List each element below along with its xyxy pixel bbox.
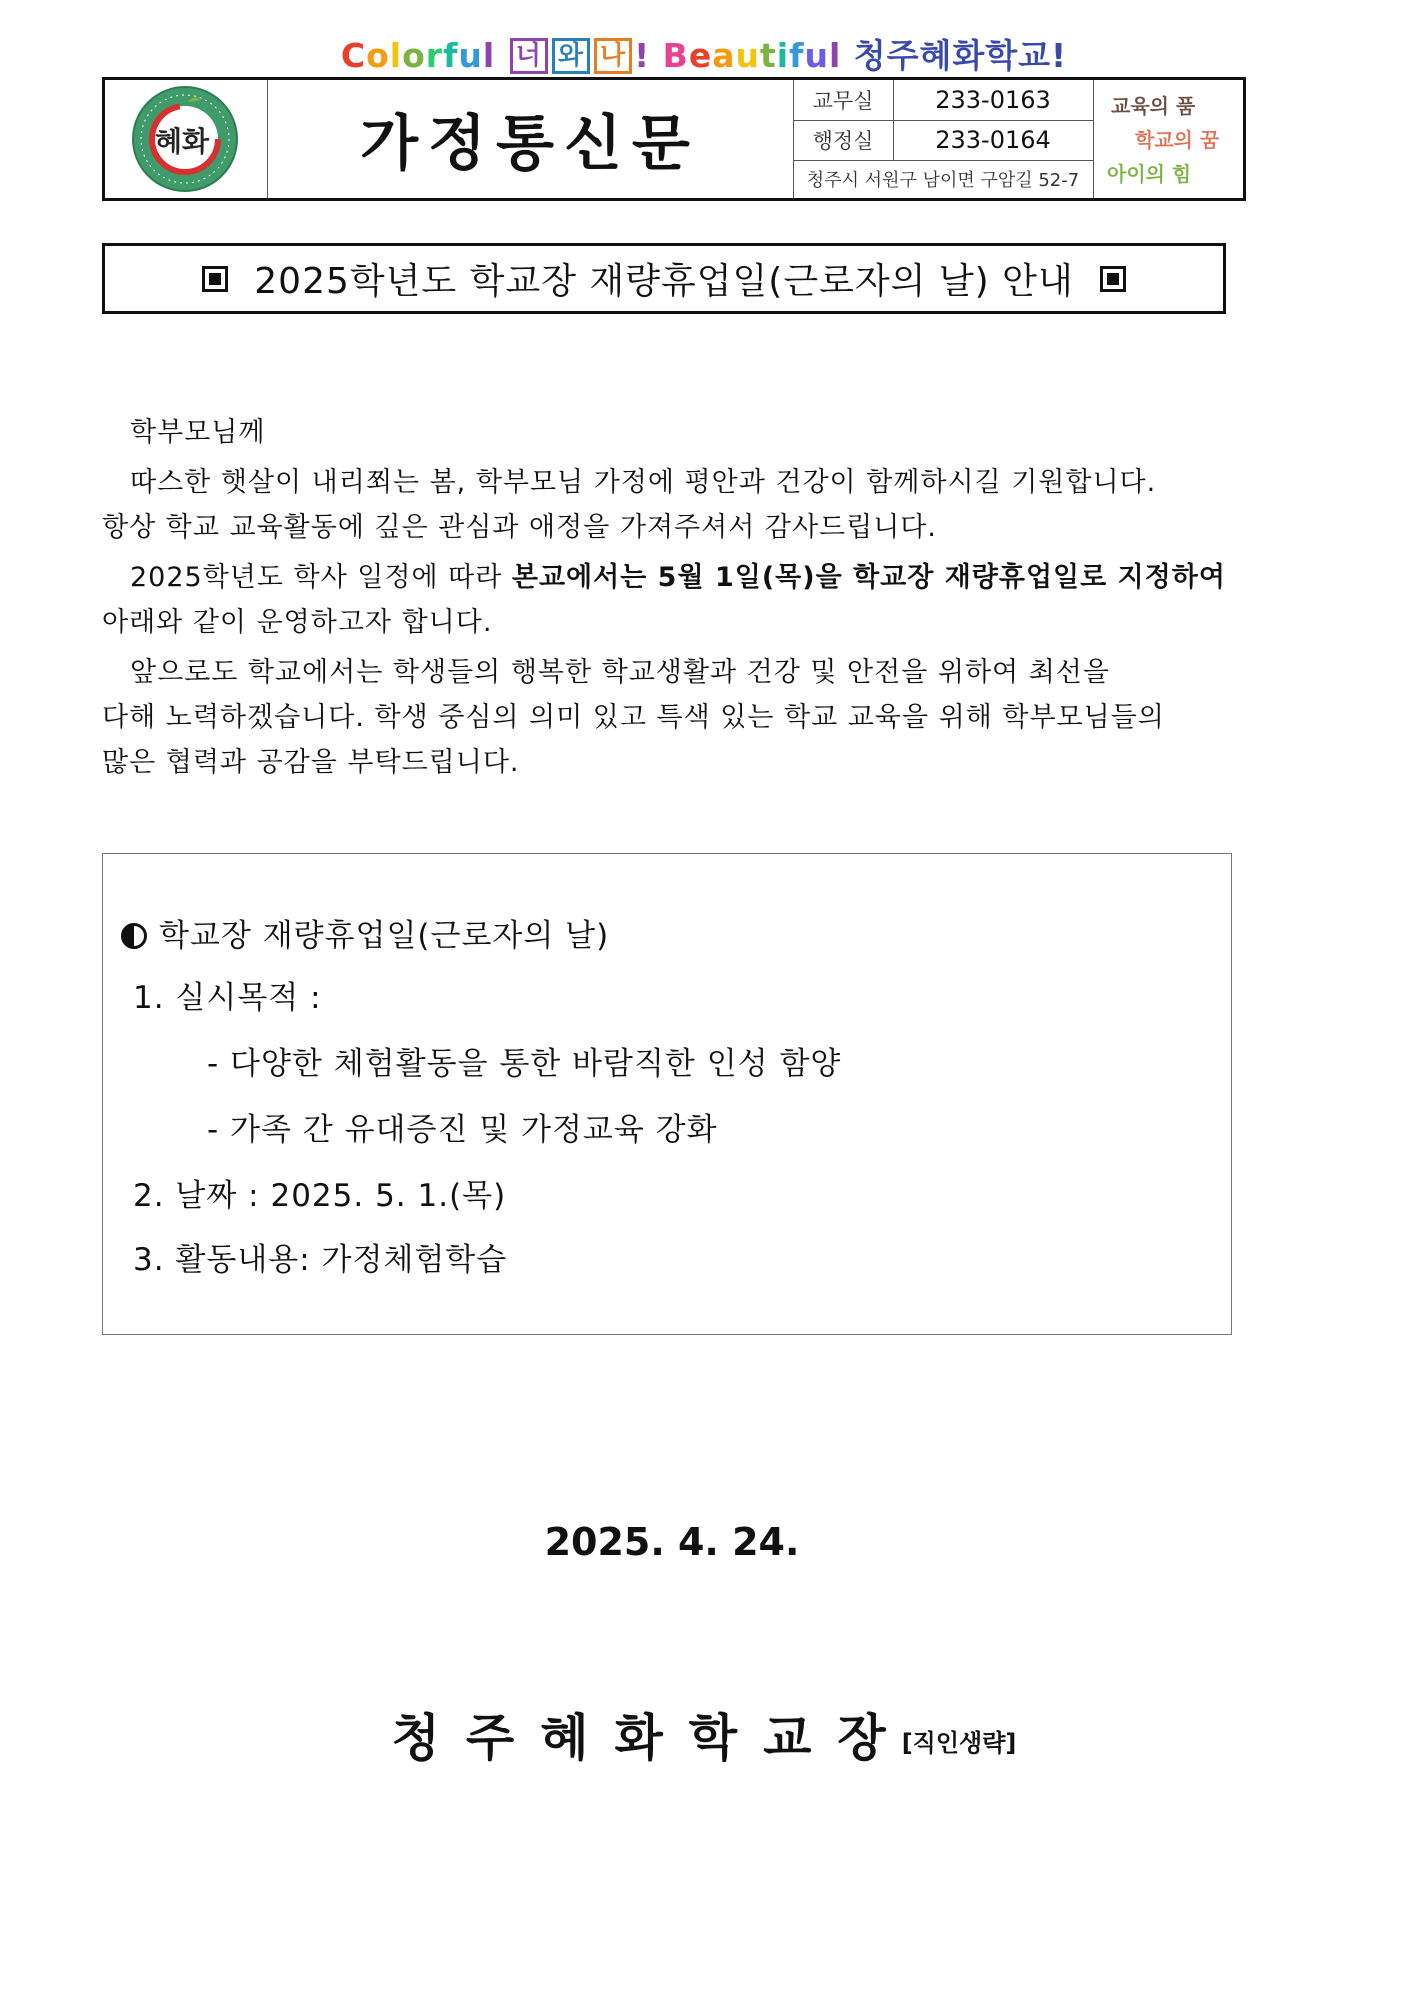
paragraph-2-line-1: 2025학년도 학사 일정에 따라 본교에서는 5월 1일(목)을 학교장 재량휴업일로 지정하여 <box>130 562 1226 593</box>
info-item-date: 2. 날짜 : 2025. 5. 1.(목) <box>133 1178 507 1214</box>
highlight-text: 본교에서는 5월 1일(목)을 학교장 재량휴업일로 지정하여 <box>511 562 1226 593</box>
slogan-word-colorful: Colorful <box>340 36 496 75</box>
motto-line-3: 아이의 힘 <box>1107 162 1192 186</box>
slogan-exclaim: ! <box>634 36 651 75</box>
contact-label-admin: 행정실 <box>793 120 894 161</box>
info-purpose-sub-1: - 다양한 체험활동을 통한 바람직한 인성 함양 <box>207 1046 842 1082</box>
notice-title-box <box>102 243 1226 314</box>
info-heading: 학교장 재량휴업일(근로자의 날) <box>121 910 609 955</box>
slogan-box-2: 와 <box>552 38 590 74</box>
slogan-word-beautiful: Beautiful <box>662 36 842 75</box>
principal-signature <box>0 1698 1408 1770</box>
info-box <box>102 853 1232 1335</box>
logo-text: 혜화 <box>155 125 210 158</box>
info-purpose-sub-2: - 가족 간 유대증진 및 가정교육 강화 <box>207 1112 718 1148</box>
seal-omitted-note: [직인생략] <box>901 1729 1017 1757</box>
slogan-box-1: 너 <box>510 38 548 74</box>
info-item-activity: 3. 활동내용: 가정체험학습 <box>133 1242 508 1278</box>
contact-label-academic: 교무실 <box>793 80 894 121</box>
letterhead-table <box>102 77 1246 201</box>
greeting: 학부모님께 <box>130 417 266 448</box>
motto-badge <box>1093 80 1243 198</box>
half-circle-bullet-icon <box>121 923 147 949</box>
principal-title: 청주혜화학교장 <box>391 1709 912 1767</box>
info-item-purpose: 1. 실시목적 : <box>133 980 322 1016</box>
slogan-school-name: 청주혜화학교! <box>853 36 1068 75</box>
paragraph-2-line-2: 아래와 같이 운영하고자 합니다. <box>102 607 493 638</box>
paragraph-1-line-2: 항상 학교 교육활동에 깊은 관심과 애정을 가져주셔서 감사드립니다. <box>102 512 937 543</box>
square-bullet-icon <box>1100 266 1126 292</box>
school-address: 청주시 서원구 남이면 구암길 52-7 <box>793 160 1094 198</box>
issue-date: 2025. 4. 24. <box>544 1520 800 1564</box>
paragraph-3-line-2: 다해 노력하겠습니다. 학생 중심의 의미 있고 특색 있는 학교 교육을 위해 학부모님들의 <box>102 702 1165 733</box>
document-title: 가정통신문 <box>360 109 700 179</box>
paragraph-1-line-1: 따스한 햇살이 내리쬐는 봄, 학부모님 가정에 평안과 건강이 함께하시길 기원합니다. <box>130 467 1157 498</box>
title-cell <box>267 80 794 198</box>
motto-line-2: 학교의 꿈 <box>1135 128 1220 152</box>
motto-line-1: 교육의 품 <box>1111 94 1196 118</box>
slogan-box-3: 나 <box>594 38 632 74</box>
paragraph-3-line-1: 앞으로도 학교에서는 학생들의 행복한 학교생활과 건강 및 안전을 위하여 최선을 <box>130 657 1110 688</box>
paragraph-3-line-3: 많은 협력과 공감을 부탁드립니다. <box>102 747 520 778</box>
school-logo-cell <box>105 80 268 198</box>
square-bullet-icon <box>202 266 228 292</box>
contact-phone-academic: 233-0163 <box>893 80 1094 121</box>
contact-phone-admin: 233-0164 <box>893 120 1094 161</box>
school-slogan <box>0 30 1408 77</box>
notice-title: 2025학년도 학교장 재량휴업일(근로자의 날) 안내 <box>254 261 1074 302</box>
